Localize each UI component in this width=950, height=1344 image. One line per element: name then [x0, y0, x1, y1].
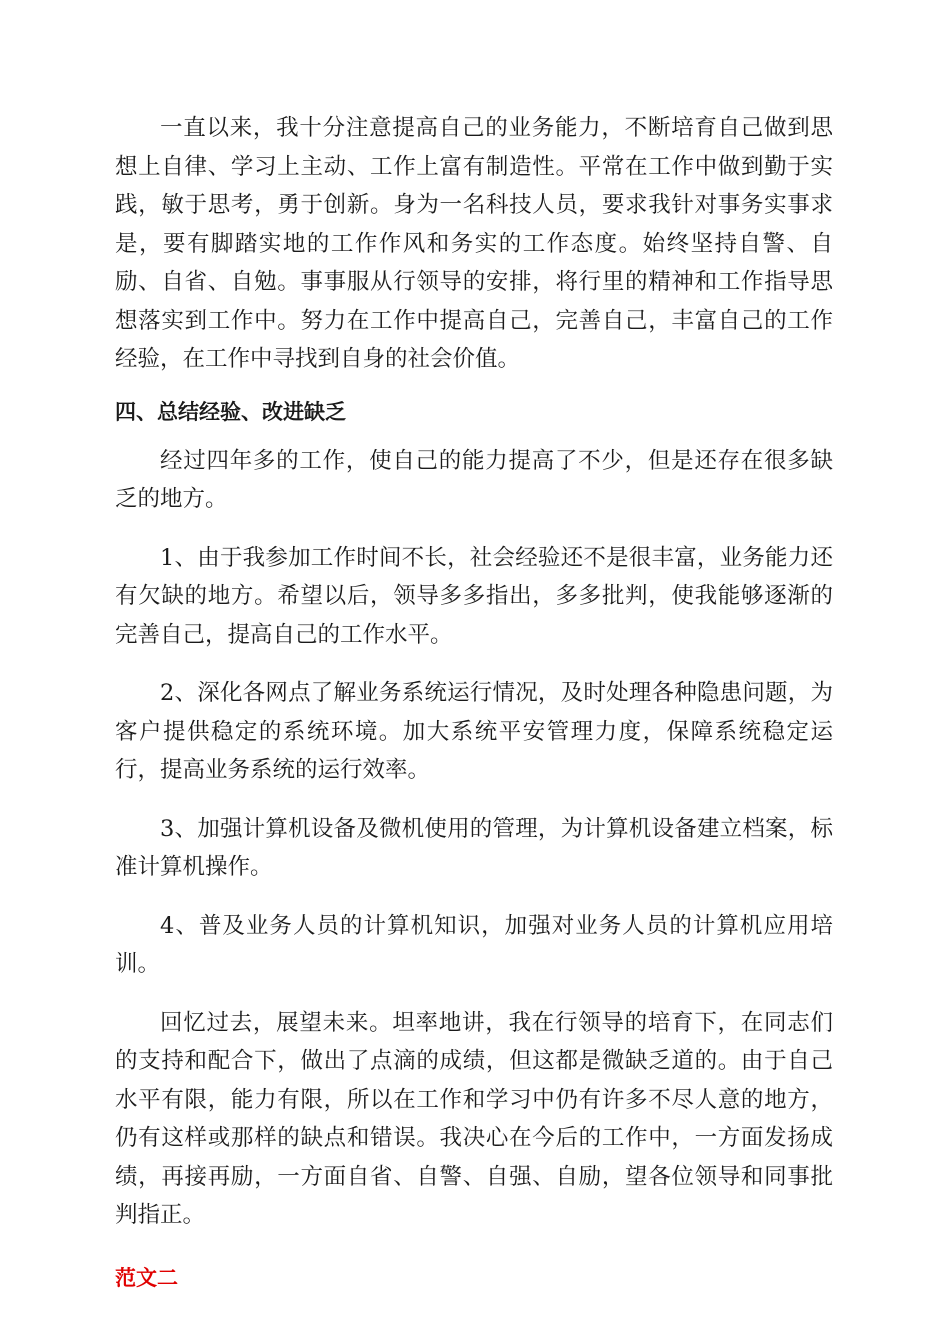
list-item-1: 1、由于我参加工作时间不长，社会经验还不是很丰富，业务能力还有欠缺的地方。希望以后，领导多多指出，多多批判，使我能够逐渐的完善自己，提高自己的工作水平。: [115, 544, 833, 648]
list-item-4: 4、普及业务人员的计算机知识，加强对业务人员的计算机应用培训。: [115, 912, 833, 977]
closing-paragraph: 回忆过去，展望未来。坦率地讲，我在行领导的培育下，在同志们的支持和配合下，做出了点滴的成绩，但这都是微缺乏道的。由于自己水平有限，能力有限，所以在工作和学习中仍有许多不尽人意的地方，仍有这样或那样的缺点和错误。我决心在今后的工作中，一方面发扬成绩，再接再励，一方面自省、自警、自强、自励，望各位领导和同事批判指正。: [115, 1009, 833, 1228]
list-item-3: 3、加强计算机设备及微机使用的管理，为计算机设备建立档案，标准计算机操作。: [115, 815, 833, 880]
list-item-2: 2、深化各网点了解业务系统运行情况，及时处理各种隐患问题，为客户提供稳定的系统环境。加大系统平安管理力度，保障系统稳定运行，提高业务系统的运行效率。: [115, 680, 833, 783]
next-section-title: 范文二: [115, 1265, 178, 1290]
intro-paragraph: 一直以来，我十分注意提高自己的业务能力，不断培育自己做到思想上自律、学习上主动、工作上富有制造性。平常在工作中做到勤于实践，敏于思考，勇于创新。身为一名科技人员，要求我针对事务实事求是，要有脚踏实地的工作作风和务实的工作态度。始终坚持自警、自励、自省、自勉。事事服从行领导的安排，将行里的精神和工作指导思想落实到工作中。努力在工作中提高自己，完善自己，丰富自己的工作经验，在工作中寻找到自身的社会价值。: [115, 115, 833, 372]
summary-paragraph: 经过四年多的工作，使自己的能力提高了不少，但是还存在很多缺乏的地方。: [115, 447, 833, 512]
section-heading: 四、总结经验、改进缺乏: [115, 399, 346, 424]
document-body: [115, 109, 833, 1298]
